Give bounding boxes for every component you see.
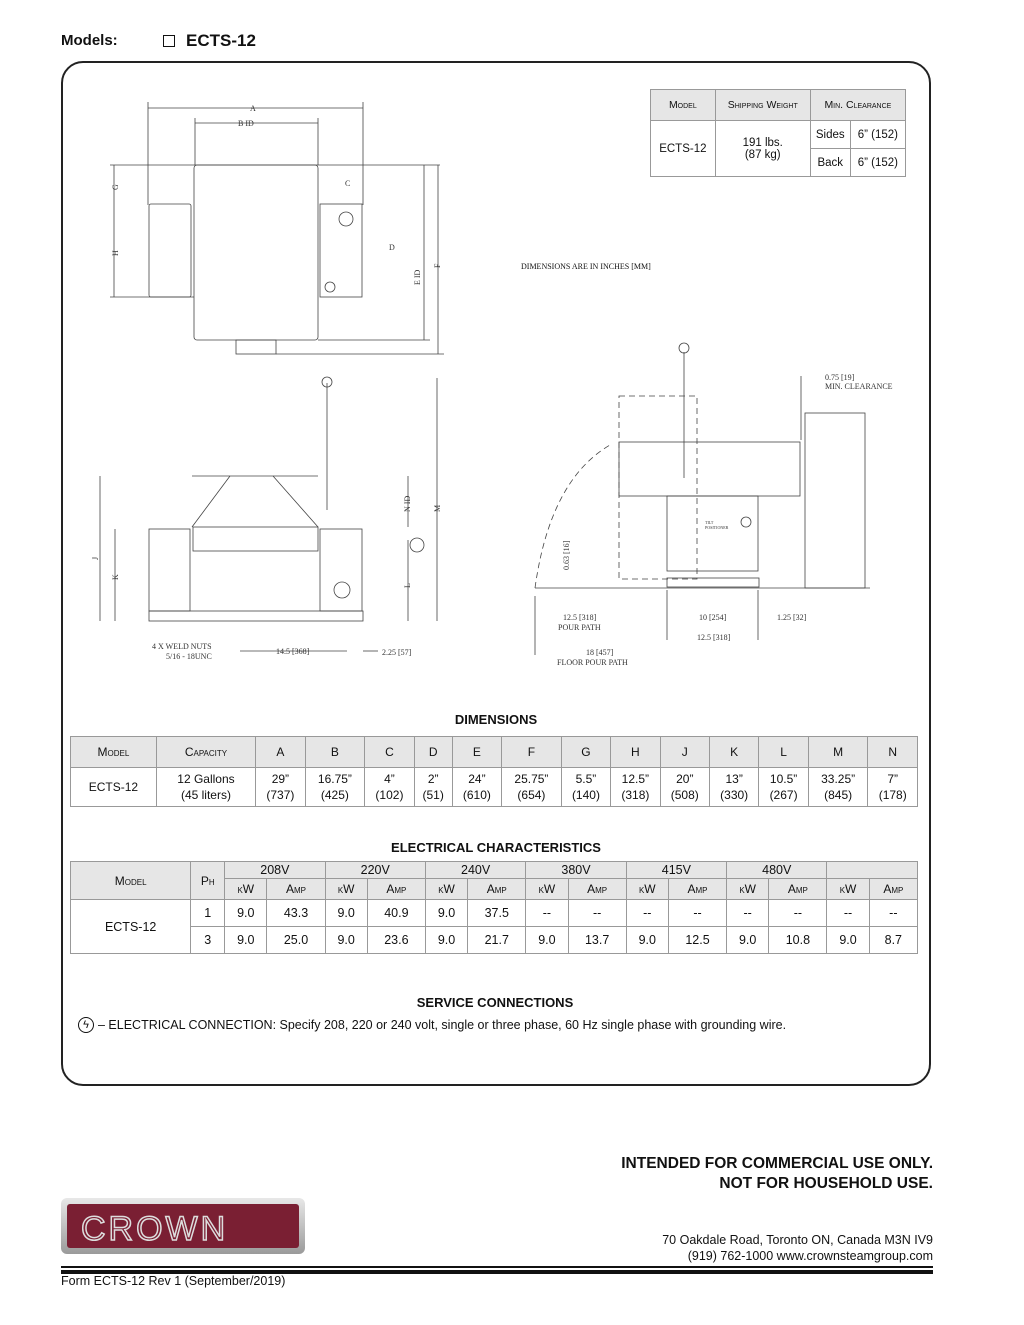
positioner-label: POSITIONER (705, 525, 729, 530)
service-title: SERVICE CONNECTIONS (416, 995, 574, 1010)
floor-pour-label: FLOOR POUR PATH (557, 658, 628, 667)
amp-header: Amp (869, 879, 917, 900)
elec-value: 10.8 (769, 927, 827, 954)
elec-value: 9.0 (526, 927, 568, 954)
commercial-notice (621, 1154, 933, 1194)
dims-cell (365, 768, 414, 807)
ship-header-model: Model (651, 90, 716, 121)
kw-header: kW (225, 879, 267, 900)
dims-value-mm: (318) (621, 788, 650, 802)
form-number: Form ECTS-12 Rev 1 (September/2019) (61, 1274, 286, 1288)
elec-value: 9.0 (425, 927, 467, 954)
dims-cell (561, 768, 610, 807)
elec-value: -- (568, 900, 626, 927)
dims-cell (759, 768, 808, 807)
dims-cell (502, 768, 562, 807)
dims-value-mm: (51) (422, 788, 444, 802)
dims-header: E (452, 737, 501, 768)
voltage-header: 220V (325, 862, 425, 879)
elec-value: -- (869, 900, 917, 927)
dims-header: N (868, 737, 918, 768)
dims-value-in: 4” (384, 772, 395, 786)
dims-header: D (414, 737, 452, 768)
elec-header-ph: Ph (191, 862, 225, 900)
elec-value: 12.5 (668, 927, 726, 954)
clearance-dim: 0.75 [19] (825, 373, 855, 382)
amp-header: Amp (267, 879, 325, 900)
address-line: 70 Oakdale Road, Toronto ON, Canada M3N IV9 (662, 1233, 933, 1247)
dims-value-in: 2” (427, 772, 439, 786)
elec-value: -- (668, 900, 726, 927)
dimensions-table (70, 736, 918, 807)
front-view (100, 377, 437, 651)
dim-label-j: J (91, 556, 100, 560)
dims-value-in: 29” (271, 772, 290, 786)
dims-cell (611, 768, 660, 807)
elec-value: -- (626, 900, 668, 927)
dims-header: H (611, 737, 660, 768)
electrical-connection-icon: ϟ (78, 1017, 94, 1033)
dim-label-f: F (433, 263, 442, 268)
electrical-title: ELECTRICAL CHARACTERISTICS (391, 840, 601, 855)
weight-lbs: 191 lbs. (742, 136, 783, 149)
dims-cell (709, 768, 758, 807)
dims-header: K (709, 737, 758, 768)
dims-value-in: 16.75” (317, 772, 352, 786)
contact-line: (919) 762-1000 www.crownsteamgroup.com (687, 1249, 933, 1263)
side-view (535, 343, 870, 655)
amp-header: Amp (468, 879, 526, 900)
voltage-header: 380V (526, 862, 626, 879)
dims-header: F (502, 737, 562, 768)
elec-value: 25.0 (267, 927, 325, 954)
kw-header: kW (727, 879, 769, 900)
dims-header: Model (71, 737, 157, 768)
elec-value: 23.6 (367, 927, 425, 954)
kw-header: kW (325, 879, 367, 900)
model-name: ECTS-12 (186, 31, 256, 50)
dims-cell (305, 768, 365, 807)
ship-header-weight: Shipping Weight (715, 90, 810, 121)
elec-value: 8.7 (869, 927, 917, 954)
dims-value-mm: (102) (375, 788, 404, 802)
dims-value-in: 12.5” (621, 772, 650, 786)
elec-value: -- (727, 900, 769, 927)
notice-line-2: NOT FOR HOUSEHOLD USE. (719, 1175, 933, 1192)
dim-label-a: A (250, 104, 256, 113)
dims-header: G (561, 737, 610, 768)
crown-logo (61, 1198, 305, 1254)
dim-label-e: E ID (413, 269, 422, 285)
dim-label-b: B ID (238, 119, 254, 128)
floor-pour-dim: 18 [457] (586, 648, 614, 657)
amp-header: Amp (769, 879, 827, 900)
kw-header: kW (626, 879, 668, 900)
dims-value-in: 25.75” (514, 772, 549, 786)
dims-cell (156, 768, 255, 807)
dims-value-in: 33.25” (821, 772, 856, 786)
weld-nuts-label: 4 X WELD NUTS (152, 642, 212, 651)
elec-header-model: Model (71, 862, 191, 900)
kw-header: kW (827, 879, 869, 900)
phase-cell: 3 (191, 927, 225, 954)
footer-rule (61, 1266, 933, 1268)
tilt-label: TILT (705, 520, 714, 525)
dim-1-25: 1.25 [32] (777, 613, 807, 622)
amp-header: Amp (568, 879, 626, 900)
dims-value-mm: (425) (320, 788, 349, 802)
dims-header: B (305, 737, 365, 768)
company-address (662, 1232, 933, 1264)
clearance-value: 6” (152) (850, 121, 905, 149)
dims-value-in: 13” (725, 772, 743, 786)
dims-model: ECTS-12 (71, 768, 157, 807)
elec-value: 9.0 (225, 927, 267, 954)
dim-14-5: 14.5 [368] (276, 647, 310, 656)
dims-value-in: 20” (676, 772, 694, 786)
dims-value-in: 12 Gallons (177, 772, 235, 786)
elec-value: 9.0 (325, 927, 367, 954)
phase-cell: 1 (191, 900, 225, 927)
dims-cell (452, 768, 501, 807)
amp-header: Amp (668, 879, 726, 900)
dims-value-mm: (610) (462, 788, 491, 802)
dims-cell (660, 768, 709, 807)
clearance-value: 6” (152) (850, 149, 905, 177)
elec-value: 43.3 (267, 900, 325, 927)
elec-value: 9.0 (325, 900, 367, 927)
dims-value-in: 10.5” (769, 772, 798, 786)
dims-value-in: 7” (887, 772, 899, 786)
dims-value-mm: (140) (571, 788, 600, 802)
ship-header-clearance: Min. Clearance (810, 90, 905, 121)
models-label: Models: (61, 32, 118, 49)
pour-path-dim: 12.5 [318] (563, 613, 597, 622)
service-line (78, 1017, 786, 1033)
dims-cell (808, 768, 868, 807)
dim-10: 10 [254] (699, 613, 727, 622)
dim-2-25: 2.25 [57] (382, 648, 412, 657)
elec-value: 9.0 (425, 900, 467, 927)
elec-value: 21.7 (468, 927, 526, 954)
elec-model: ECTS-12 (71, 900, 191, 954)
dims-header: Capacity (156, 737, 255, 768)
dim-label-k: K (111, 574, 120, 580)
kw-header: kW (526, 879, 568, 900)
dims-value-mm: (178) (878, 788, 907, 802)
dims-value-mm: (654) (517, 788, 546, 802)
dim-12-5: 12.5 [318] (697, 633, 731, 642)
dims-cell (868, 768, 918, 807)
clearance-label: MIN. CLEARANCE (825, 382, 893, 391)
dims-value-mm: (45 liters) (180, 788, 231, 802)
dim-label-m: M (433, 504, 442, 512)
elec-value: 9.0 (225, 900, 267, 927)
elec-value: 9.0 (626, 927, 668, 954)
logo-text: CROWN (81, 1210, 229, 1248)
dims-cell (256, 768, 305, 807)
dims-value-mm: (508) (670, 788, 699, 802)
elec-value: -- (827, 900, 869, 927)
elec-value: 37.5 (468, 900, 526, 927)
voltage-header (827, 862, 918, 879)
dim-label-c: C (345, 179, 351, 188)
dim-label-n: N ID (403, 495, 412, 512)
dims-header: J (660, 737, 709, 768)
elec-value: 13.7 (568, 927, 626, 954)
elec-value: 40.9 (367, 900, 425, 927)
top-view (110, 102, 444, 354)
amp-header: Amp (367, 879, 425, 900)
dims-value-mm: (267) (769, 788, 798, 802)
elec-value: -- (769, 900, 827, 927)
notice-line-1: INTENDED FOR COMMERCIAL USE ONLY. (621, 1155, 933, 1172)
pour-path-label: POUR PATH (558, 623, 601, 632)
dims-value-in: 5.5” (575, 772, 597, 786)
elec-value: -- (526, 900, 568, 927)
service-text: – ELECTRICAL CONNECTION: Specify 208, 220 or 240 volt, single or three phase, 60 Hz single phase with grounding wire. (98, 1018, 787, 1032)
dim-label-g: G (111, 184, 120, 190)
kw-header: kW (425, 879, 467, 900)
dims-header: L (759, 737, 808, 768)
dims-cell (414, 768, 452, 807)
voltage-header: 208V (225, 862, 325, 879)
voltage-header: 415V (626, 862, 726, 879)
dims-value-in: 24” (468, 772, 486, 786)
voltage-header: 240V (425, 862, 525, 879)
dims-value-mm: (737) (266, 788, 295, 802)
dimensions-title: DIMENSIONS (454, 712, 538, 727)
electrical-table (70, 861, 918, 954)
dimensions-note: DIMENSIONS ARE IN INCHES [MM] (521, 262, 651, 271)
elec-value: 9.0 (727, 927, 769, 954)
voltage-header: 480V (727, 862, 827, 879)
dims-header: C (365, 737, 414, 768)
dim-label-l: L (403, 583, 412, 588)
dims-value-mm: (330) (720, 788, 749, 802)
elec-value: 9.0 (827, 927, 869, 954)
dims-header: A (256, 737, 305, 768)
weight-kg: (87 kg) (744, 148, 781, 161)
ship-model: ECTS-12 (651, 121, 716, 177)
dim-label-h: H (111, 250, 120, 256)
clearance-side: Back (810, 149, 850, 177)
dims-header: M (808, 737, 868, 768)
dim-label-d: D (389, 243, 395, 252)
dims-value-mm: (845) (824, 788, 853, 802)
clearance-side: Sides (810, 121, 850, 149)
weld-nuts-spec: 5/16 - 18UNC (166, 652, 212, 661)
dim-0-63: 0.63 [16] (562, 540, 571, 570)
